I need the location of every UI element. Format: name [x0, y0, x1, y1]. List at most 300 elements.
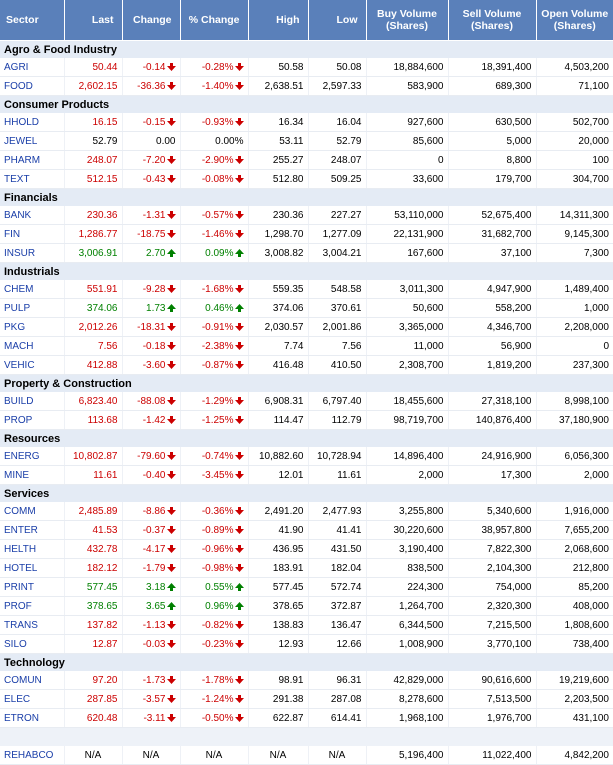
sell-cell	[448, 58, 536, 77]
chg-value: -3.60	[142, 359, 166, 371]
high-value: 577.45	[272, 581, 304, 593]
arrow-down-icon	[234, 639, 244, 650]
sector-symbol-link[interactable]: TRANS	[4, 619, 38, 631]
high-cell	[248, 447, 308, 466]
low-value: 50.08	[336, 61, 362, 73]
arrow-down-icon	[234, 415, 244, 426]
last-value: 12.87	[92, 638, 118, 650]
buy-cell	[366, 225, 448, 244]
high-value: 2,638.51	[264, 80, 304, 92]
sell-cell	[448, 597, 536, 616]
high-cell	[248, 356, 308, 375]
low-value: 431.50	[330, 543, 362, 555]
low-cell	[308, 77, 366, 96]
sell-cell	[448, 559, 536, 578]
sector-symbol-link[interactable]: PULP	[4, 302, 31, 314]
low-cell	[308, 709, 366, 728]
high-value: 41.90	[278, 524, 304, 536]
header-last[interactable]: Last	[64, 0, 122, 41]
low-value: 3,004.21	[322, 247, 362, 259]
chg-value: -1.79	[142, 562, 166, 574]
sell-cell	[448, 411, 536, 430]
sector-symbol-link[interactable]: ENTER	[4, 524, 38, 536]
pct-cell	[180, 559, 248, 578]
high-value: 436.95	[272, 543, 304, 555]
open-value: 2,068,600	[564, 543, 609, 555]
last-value: 2,602.15	[78, 80, 118, 92]
low-cell	[308, 206, 366, 225]
open-cell	[536, 502, 613, 521]
pct-cell	[180, 206, 248, 225]
pct-value: -1.68%	[201, 283, 234, 295]
arrow-down-icon	[166, 229, 176, 240]
arrow-down-icon	[234, 694, 244, 705]
header-buy-volume[interactable]: Buy Volume (Shares)	[366, 0, 448, 41]
buy-value: 927,600	[407, 116, 444, 128]
chg-value: -8.86	[142, 505, 166, 517]
last-cell	[64, 318, 122, 337]
open-cell	[536, 578, 613, 597]
buy-cell	[366, 356, 448, 375]
pct-value: -0.08%	[201, 173, 234, 185]
table-row	[0, 113, 613, 132]
low-value: 136.47	[330, 619, 362, 631]
pct-value: -0.89%	[201, 524, 234, 536]
pct-cell	[180, 671, 248, 690]
sector-symbol-link[interactable]: JEWEL	[4, 135, 38, 147]
sell-value: 5,340,600	[487, 505, 532, 517]
last-cell	[64, 597, 122, 616]
sell-value: 7,822,300	[487, 543, 532, 555]
sector-symbol-link[interactable]: REHABCO	[4, 749, 54, 761]
sector-symbol-cell	[0, 466, 64, 485]
open-cell	[536, 280, 613, 299]
sector-symbol-link[interactable]: FOOD	[4, 80, 33, 92]
section-header-row	[0, 375, 613, 393]
last-cell	[64, 746, 122, 765]
chg-cell	[122, 709, 180, 728]
sell-cell	[448, 170, 536, 189]
sell-value: 4,947,900	[487, 283, 532, 295]
last-value: 432.78	[86, 543, 118, 555]
sector-symbol-link[interactable]: ENERG	[4, 450, 40, 462]
high-value: 12.01	[278, 469, 304, 481]
sell-cell	[448, 578, 536, 597]
pct-value: -1.46%	[201, 228, 234, 240]
arrow-down-icon	[234, 210, 244, 221]
low-cell	[308, 597, 366, 616]
last-cell	[64, 77, 122, 96]
sector-symbol-link[interactable]: AGRI	[4, 61, 29, 73]
high-cell	[248, 280, 308, 299]
last-value: 551.91	[86, 283, 118, 295]
low-cell	[308, 502, 366, 521]
open-value: 1,489,400	[564, 283, 609, 295]
last-value: 1,286.77	[78, 228, 118, 240]
buy-value: 33,600	[412, 173, 444, 185]
low-cell	[308, 225, 366, 244]
chg-cell	[122, 318, 180, 337]
sell-value: 31,682,700	[481, 228, 532, 240]
high-value: 291.38	[272, 693, 304, 705]
sell-value: 2,320,300	[487, 600, 532, 612]
high-cell	[248, 540, 308, 559]
buy-value: 3,190,400	[399, 543, 444, 555]
buy-cell	[366, 466, 448, 485]
sector-symbol-link[interactable]: PHARM	[4, 154, 41, 166]
last-value: 3,006.91	[78, 247, 118, 259]
buy-value: 2,308,700	[399, 359, 444, 371]
sector-symbol-link[interactable]: PROF	[4, 600, 32, 612]
chg-cell	[122, 746, 180, 765]
sector-symbol-link[interactable]: HOTEL	[4, 562, 38, 574]
table-row	[0, 616, 613, 635]
open-value: 6,056,300	[564, 450, 609, 462]
sector-symbol-link[interactable]: SILO	[4, 638, 27, 650]
pct-value: -0.74%	[201, 450, 234, 462]
last-cell	[64, 113, 122, 132]
sector-symbol-link[interactable]: BUILD	[4, 395, 34, 407]
sector-symbol-link[interactable]: MACH	[4, 340, 34, 352]
sell-cell	[448, 616, 536, 635]
sector-symbol-link[interactable]: INSUR	[4, 247, 36, 259]
chg-cell	[122, 616, 180, 635]
chg-value: -18.31	[137, 321, 166, 333]
sell-cell	[448, 447, 536, 466]
chg-value: -3.57	[142, 693, 166, 705]
low-cell	[308, 151, 366, 170]
last-value: 16.15	[92, 116, 118, 128]
sector-symbol-cell	[0, 635, 64, 654]
sector-symbol-link[interactable]: PRINT	[4, 581, 34, 593]
sector-symbol-cell	[0, 151, 64, 170]
chg-value: 3.18	[146, 581, 166, 593]
sell-cell	[448, 77, 536, 96]
open-cell	[536, 616, 613, 635]
table-row	[0, 690, 613, 709]
buy-value: 42,829,000	[393, 674, 444, 686]
arrow-down-icon	[234, 360, 244, 371]
low-value: 248.07	[330, 154, 362, 166]
chg-cell	[122, 671, 180, 690]
sell-value: 27,318,100	[481, 395, 532, 407]
open-cell	[536, 690, 613, 709]
sector-symbol-link[interactable]: PKG	[4, 321, 26, 333]
pct-value: -0.57%	[201, 209, 234, 221]
arrow-down-icon	[166, 563, 176, 574]
low-value: 572.74	[330, 581, 362, 593]
header-sell-volume[interactable]: Sell Volume (Shares)	[448, 0, 536, 41]
header-sector[interactable]: Sector	[0, 0, 64, 41]
table-row	[0, 244, 613, 263]
sector-symbol-link[interactable]: COMUN	[4, 674, 42, 686]
section-header-row	[0, 430, 613, 448]
arrow-down-icon	[234, 713, 244, 724]
arrow-down-icon	[166, 451, 176, 462]
sell-value: 754,000	[495, 581, 532, 593]
arrow-down-icon	[234, 117, 244, 128]
arrow-down-icon	[234, 322, 244, 333]
low-cell	[308, 392, 366, 411]
table-row	[0, 356, 613, 375]
sell-value: 37,100	[500, 247, 532, 259]
header-low[interactable]: Low	[308, 0, 366, 41]
last-value: 374.06	[86, 302, 118, 314]
open-cell	[536, 356, 613, 375]
table-row	[0, 299, 613, 318]
high-cell	[248, 337, 308, 356]
pct-cell	[180, 521, 248, 540]
arrow-down-icon	[234, 544, 244, 555]
arrow-down-icon	[166, 322, 176, 333]
buy-value: 11,000	[413, 340, 444, 352]
low-value: 509.25	[330, 173, 362, 185]
last-cell	[64, 225, 122, 244]
low-value: 41.41	[336, 524, 362, 536]
buy-value: 1,008,900	[399, 638, 444, 650]
pct-cell	[180, 58, 248, 77]
sector-symbol-link[interactable]: COMM	[4, 505, 36, 517]
open-value: 7,300	[583, 247, 609, 259]
chg-value: -4.17	[142, 543, 166, 555]
sell-value: 56,900	[500, 340, 532, 352]
high-cell	[248, 299, 308, 318]
pct-value: -0.87%	[201, 359, 234, 371]
open-value: 2,208,000	[564, 321, 609, 333]
buy-cell	[366, 170, 448, 189]
open-value: 0	[603, 340, 609, 352]
sell-cell	[448, 690, 536, 709]
chg-cell	[122, 244, 180, 263]
last-cell	[64, 244, 122, 263]
last-cell	[64, 392, 122, 411]
sell-cell	[448, 356, 536, 375]
pct-cell	[180, 299, 248, 318]
section-title: Industrials	[0, 263, 613, 281]
chg-value: 1.73	[146, 302, 166, 314]
high-cell	[248, 392, 308, 411]
low-value: 12.66	[336, 638, 362, 650]
last-value: 41.53	[92, 524, 118, 536]
section-header-row	[0, 96, 613, 114]
last-cell	[64, 206, 122, 225]
low-cell	[308, 671, 366, 690]
low-value: 2,477.93	[322, 505, 362, 517]
pct-cell	[180, 113, 248, 132]
open-value: 1,916,000	[564, 505, 609, 517]
last-cell	[64, 411, 122, 430]
last-value: 620.48	[86, 712, 118, 724]
open-value: 408,000	[572, 600, 609, 612]
pct-value: -2.90%	[201, 154, 234, 166]
chg-value: -0.03	[142, 638, 166, 650]
sector-symbol-cell	[0, 540, 64, 559]
open-cell	[536, 540, 613, 559]
open-value: 304,700	[572, 173, 609, 185]
sell-value: 90,616,600	[481, 674, 532, 686]
table-row	[0, 77, 613, 96]
low-cell	[308, 746, 366, 765]
pct-value: -2.38%	[201, 340, 234, 352]
header-high[interactable]: High	[248, 0, 308, 41]
sector-symbol-link[interactable]: TEXT	[4, 173, 30, 185]
sector-symbol-cell	[0, 411, 64, 430]
buy-value: 6,344,500	[399, 619, 444, 631]
low-value: 112.79	[331, 414, 362, 426]
chg-cell	[122, 466, 180, 485]
low-value: 7.56	[342, 340, 362, 352]
sector-symbol-cell	[0, 447, 64, 466]
arrow-down-icon	[166, 713, 176, 724]
arrow-down-icon	[166, 639, 176, 650]
open-value: 431,100	[572, 712, 609, 724]
arrow-down-icon	[166, 415, 176, 426]
arrow-down-icon	[234, 563, 244, 574]
pct-cell	[180, 392, 248, 411]
arrow-down-icon	[166, 675, 176, 686]
chg-value: -0.14	[142, 61, 166, 73]
sector-symbol-link[interactable]: VEHIC	[4, 359, 35, 371]
high-value: 16.34	[278, 116, 304, 128]
low-cell	[308, 690, 366, 709]
open-cell	[536, 466, 613, 485]
sell-value: 7,215,500	[487, 619, 532, 631]
sell-cell	[448, 206, 536, 225]
sell-value: 38,957,800	[481, 524, 532, 536]
arrow-down-icon	[166, 396, 176, 407]
section-title: Services	[0, 485, 613, 503]
section-title: Resources	[0, 430, 613, 448]
high-cell	[248, 616, 308, 635]
last-value: 97.20	[92, 674, 118, 686]
chg-value: N/A	[142, 749, 160, 761]
low-value: 6,797.40	[322, 395, 362, 407]
high-cell	[248, 597, 308, 616]
sell-value: 4,346,700	[487, 321, 532, 333]
sell-value: 179,700	[495, 173, 532, 185]
open-cell	[536, 521, 613, 540]
open-value: 8,998,100	[564, 395, 609, 407]
arrow-up-icon	[166, 248, 176, 259]
section-title: Agro & Food Industry	[0, 41, 613, 59]
open-cell	[536, 113, 613, 132]
sector-symbol-cell	[0, 113, 64, 132]
pct-cell	[180, 597, 248, 616]
sell-cell	[448, 392, 536, 411]
low-value: 2,597.33	[322, 80, 362, 92]
sell-cell	[448, 746, 536, 765]
sector-symbol-link[interactable]: MINE	[4, 469, 29, 481]
last-value: 113.68	[87, 414, 118, 426]
high-value: 10,882.60	[259, 450, 304, 462]
sector-symbol-cell	[0, 578, 64, 597]
arrow-down-icon	[234, 506, 244, 517]
sector-symbol-link[interactable]: HELTH	[4, 543, 37, 555]
section-header-row	[0, 485, 613, 503]
chg-cell	[122, 447, 180, 466]
last-value: 512.15	[86, 173, 118, 185]
sell-cell	[448, 337, 536, 356]
header-open-volume[interactable]: Open Volume (Shares)	[536, 0, 613, 41]
low-value: 182.04	[330, 562, 362, 574]
last-cell	[64, 635, 122, 654]
last-value: 137.82	[86, 619, 118, 631]
last-cell	[64, 58, 122, 77]
sector-symbol-link[interactable]: HHOLD	[4, 116, 40, 128]
buy-value: 224,300	[407, 581, 444, 593]
buy-value: 3,011,300	[399, 283, 444, 295]
high-cell	[248, 318, 308, 337]
low-cell	[308, 540, 366, 559]
last-cell	[64, 671, 122, 690]
high-value: 622.87	[272, 712, 304, 724]
chg-value: -36.36	[137, 80, 166, 92]
header-change[interactable]: Change	[122, 0, 180, 41]
chg-cell	[122, 170, 180, 189]
sell-value: 17,300	[500, 469, 532, 481]
sector-symbol-link[interactable]: PROP	[4, 414, 33, 426]
chg-value: -88.08	[137, 395, 166, 407]
section-title: Property & Construction	[0, 375, 613, 393]
sector-symbol-link[interactable]: BANK	[4, 209, 32, 221]
open-cell	[536, 58, 613, 77]
low-value: 372.87	[330, 600, 362, 612]
pct-cell	[180, 151, 248, 170]
last-value: 248.07	[86, 154, 118, 166]
chg-cell	[122, 356, 180, 375]
header-pct-change[interactable]: % Change	[180, 0, 248, 41]
section-title: Consumer Products	[0, 96, 613, 114]
low-value: 287.08	[330, 693, 362, 705]
open-cell	[536, 337, 613, 356]
last-cell	[64, 151, 122, 170]
pct-value: -0.28%	[201, 61, 234, 73]
pct-value: -1.29%	[201, 395, 234, 407]
pct-value: -0.96%	[201, 543, 234, 555]
section-header-row	[0, 654, 613, 672]
section-header-row	[0, 41, 613, 59]
last-cell	[64, 540, 122, 559]
sector-symbol-cell	[0, 58, 64, 77]
open-value: 71,100	[578, 80, 609, 92]
high-value: 98.91	[278, 674, 304, 686]
sell-value: 630,500	[495, 116, 532, 128]
low-value: 548.58	[330, 283, 362, 295]
chg-value: 3.65	[146, 600, 166, 612]
sector-symbol-link[interactable]: FIN	[4, 228, 21, 240]
sell-value: 1,976,700	[487, 712, 532, 724]
table-row	[0, 447, 613, 466]
last-cell	[64, 170, 122, 189]
sector-symbol-link[interactable]: CHEM	[4, 283, 34, 295]
sell-cell	[448, 318, 536, 337]
spacer-cell	[0, 728, 613, 747]
high-cell	[248, 225, 308, 244]
arrow-down-icon	[166, 284, 176, 295]
pct-cell	[180, 356, 248, 375]
low-value: 52.79	[336, 135, 362, 147]
low-cell	[308, 447, 366, 466]
high-cell	[248, 170, 308, 189]
sector-symbol-link[interactable]: ETRON	[4, 712, 39, 724]
sell-value: 558,200	[495, 302, 532, 314]
buy-cell	[366, 447, 448, 466]
arrow-up-icon	[234, 601, 244, 612]
arrow-down-icon	[166, 620, 176, 631]
sell-cell	[448, 502, 536, 521]
sector-symbol-link[interactable]: ELEC	[4, 693, 31, 705]
table-row	[0, 151, 613, 170]
